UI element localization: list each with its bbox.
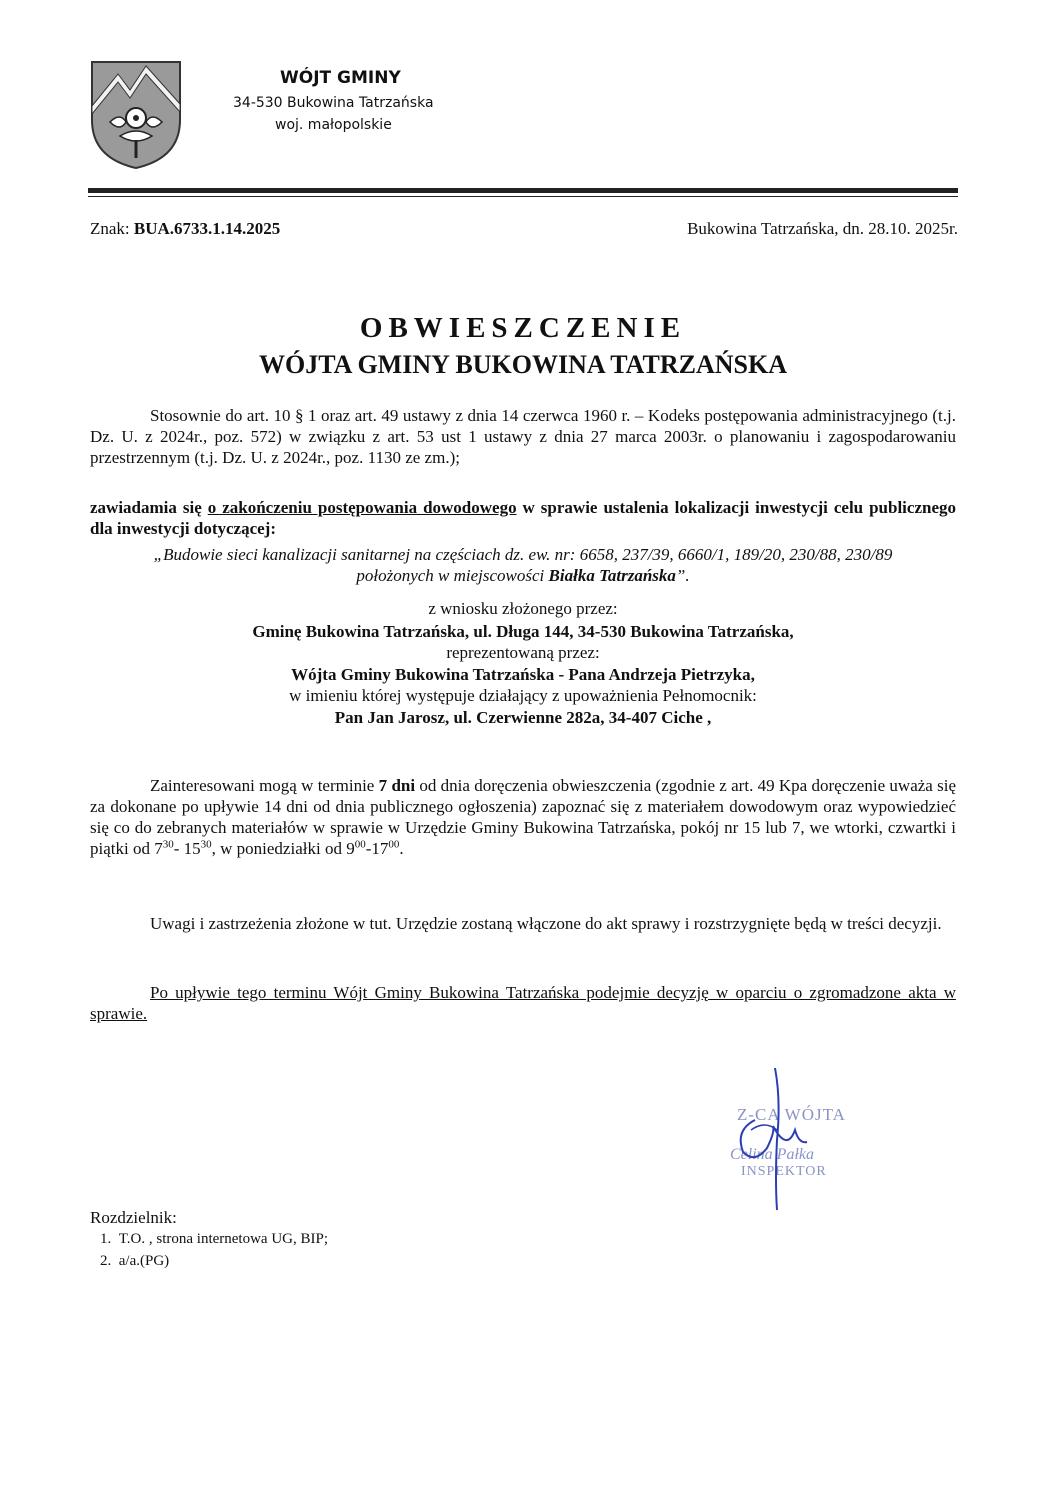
applicant-line-1: z wniosku złożonego przez: bbox=[428, 599, 618, 618]
applicant-line-4: Wójta Gminy Bukowina Tatrzańska - Pana Andrzeja Pietrzyka, bbox=[291, 665, 755, 684]
applicant-line-5: w imieniu której występuje działający z upoważnienia Pełnomocnik: bbox=[289, 686, 757, 705]
document-title: OBWIESZCZENIE bbox=[359, 312, 687, 344]
applicant-line-6: Pan Jan Jarosz, ul. Czerwienne 282a, 34-407 Ciche , bbox=[334, 708, 712, 727]
deadline-text-3: - 15 bbox=[173, 839, 201, 858]
investment-closing: ”. bbox=[675, 566, 690, 585]
investment-line-1: „Budowie sieci kanalizacji sanitarnej na częściach dz. ew. nr: 6658, 237/39, 6660/1, 189/20, 230/88, 230/89 bbox=[153, 545, 893, 564]
notice-text-2: o zakończeniu postępowania dowodowego bbox=[207, 498, 517, 517]
distribution-item-1: 1. T.O. , strona internetowa UG, BIP; bbox=[100, 1231, 329, 1247]
distribution-item-1-text: T.O. , strona internetowa UG, BIP; bbox=[118, 1231, 329, 1247]
header-address: 34-530 Bukowina Tatrzańska bbox=[233, 95, 434, 111]
handwritten-signature bbox=[715, 1060, 815, 1220]
header-region: woj. małopolskie bbox=[275, 117, 392, 133]
stamp-line-2: Celina Pałka bbox=[730, 1146, 814, 1163]
investment-line-2 bbox=[90, 565, 956, 586]
coat-of-arms-emblem bbox=[90, 60, 182, 170]
deadline-days: 7 dni bbox=[378, 776, 416, 795]
deadline-text-2: od dnia doręczenia obwieszczenia (zgodnie z art. 49 Kpa doręczenie uważa się za dokonane po upływie 14 dni od dnia publicznego ogłoszenia) zapoznać się z materiałem dowodowym oraz wypowiedzieć się co do zebranych materiałów w sprawie w Urzędzie Gminy Bukowina Tatrzańska, pokój nr 15 lub 7, we wtorki, czwartki i piątki od 7 bbox=[90, 776, 957, 858]
distribution-item-2-text: a/a.(PG) bbox=[118, 1253, 170, 1269]
distribution-item-2: 2. a/a.(PG) bbox=[100, 1253, 170, 1269]
decision-paragraph: Po upływie tego terminu Wójt Gminy Bukowina Tatrzańska podejmie decyzję w oparciu o zgromadzone akta w sprawie. bbox=[90, 983, 956, 1023]
remarks-paragraph: Uwagi i zastrzeżenia złożone w tut. Urzędzie zostaną włączone do akt sprawy i rozstrzygnięte będą w treści decyzji. bbox=[150, 914, 942, 933]
investment-location-text: położonych w miejscowości bbox=[356, 566, 549, 585]
reference-number bbox=[90, 219, 280, 239]
reference-value: BUA.6733.1.14.2025 bbox=[133, 219, 281, 238]
header-rule-thin bbox=[88, 196, 958, 197]
hours-sup-2: 30 bbox=[200, 838, 212, 851]
applicant-line-3: reprezentowaną przez: bbox=[446, 643, 600, 662]
hours-sup-1: 30 bbox=[162, 838, 174, 851]
deadline-text-1: Zainteresowani mogą w terminie bbox=[150, 776, 379, 795]
deadline-text-6: . bbox=[399, 839, 404, 858]
stamp-line-3: INSPEKTOR bbox=[741, 1164, 827, 1179]
deadline-text-5: -17 bbox=[365, 839, 389, 858]
applicant-line-2: Gminę Bukowina Tatrzańska, ul. Długa 144, 34-530 Bukowina Tatrzańska, bbox=[252, 622, 794, 641]
distribution-label: Rozdzielnik: bbox=[90, 1208, 177, 1227]
deadline-text-4: , w poniedziałki od 9 bbox=[211, 839, 355, 858]
reference-label: Znak: bbox=[90, 219, 134, 238]
hours-sup-4: 00 bbox=[388, 838, 400, 851]
date-line: Bukowina Tatrzańska, dn. 28.10. 2025r. bbox=[687, 219, 958, 238]
stamp-line-1: Z-CA WÓJTA bbox=[737, 1105, 846, 1124]
investment-place: Białka Tatrzańska bbox=[548, 566, 676, 585]
deadline-paragraph bbox=[90, 775, 956, 859]
hours-sup-3: 00 bbox=[354, 838, 366, 851]
header-title: WÓJT GMINY bbox=[280, 68, 401, 88]
notice-text-1: zawiadamia się bbox=[90, 498, 208, 517]
header-rule-thick bbox=[88, 188, 958, 193]
document-subtitle: WÓJTA GMINY BUKOWINA TATRZAŃSKA bbox=[258, 350, 787, 379]
notice-text-3: w sprawie ustalenia lokalizacji inwestycji celu publicznego dla inwestycji dotyczącej: bbox=[90, 498, 956, 538]
notice-paragraph bbox=[90, 497, 956, 539]
legal-basis-paragraph: Stosownie do art. 10 § 1 oraz art. 49 ustawy z dnia 14 czerwca 1960 r. – Kodeks postępowania administracyjnego (t.j. Dz. U. z 2024r., poz. 572) w związku z art. 53 ust 1 ustawy z dnia 27 marca 2003r. o planowaniu i zagospodarowaniu przestrzennym (t.j. Dz. U. z 2024r., poz. 1130 ze zm.); bbox=[90, 406, 956, 467]
